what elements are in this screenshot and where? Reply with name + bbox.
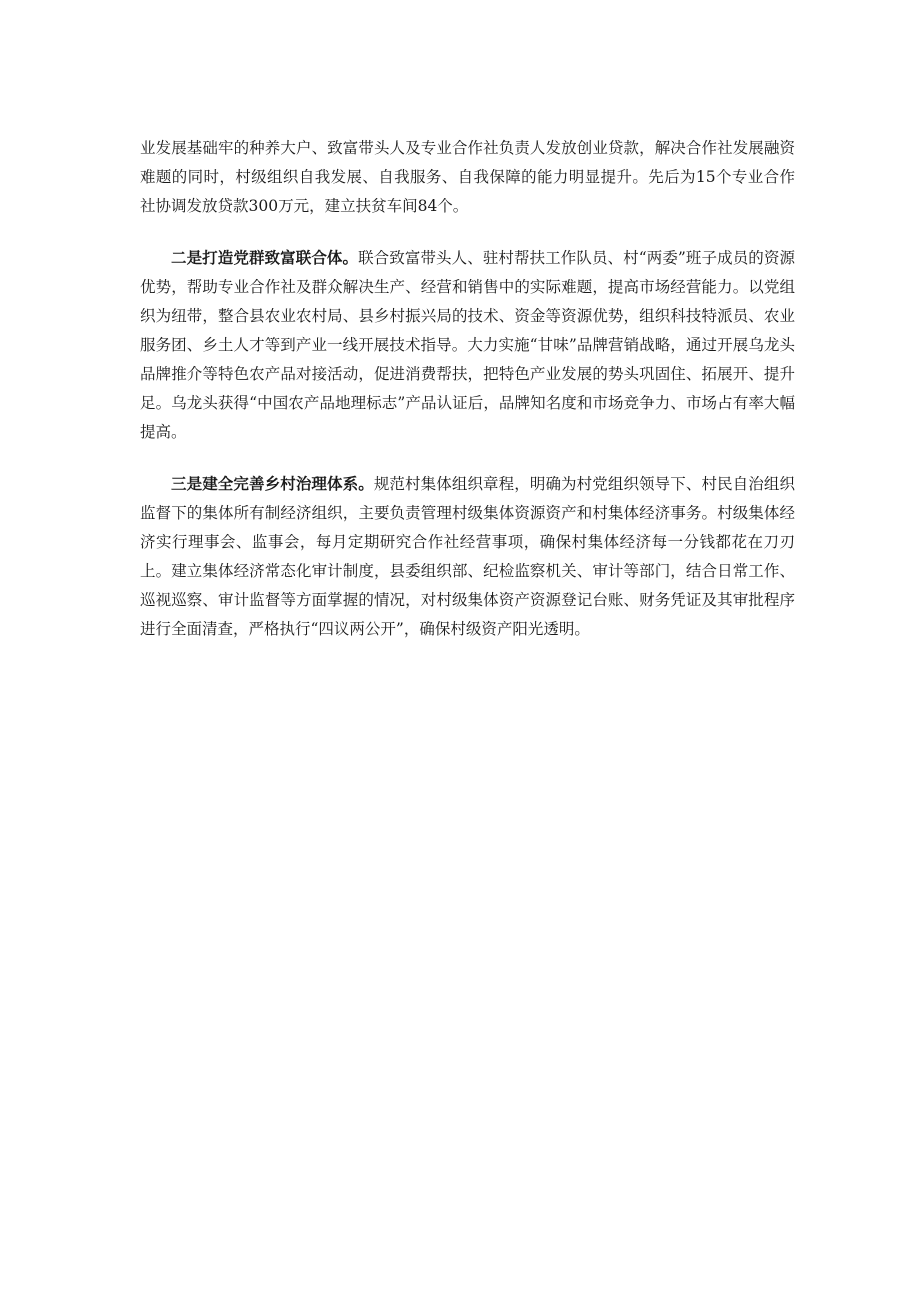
document-body	[140, 134, 795, 666]
paragraph-party-masses	[140, 243, 795, 447]
paragraph-governance	[140, 469, 795, 644]
paragraph-3-heading: 三是建全完善乡村治理体系。	[171, 474, 374, 493]
paragraph-3-text: 规范村集体组织章程，明确为村党组织领导下、村民自治组织监督下的集体所有制经济组织，主要负责管理村级集体资源资产和村集体经济事务。村级集体经济实行理事会、监事会，每月定期研究合作社经营事项，确保村集体经济每一分钱都花在刀刃上。建立集体经济常态化审计制度，县委组织部、纪检监察机关、审计等部门，结合日常工作、巡视巡察、审计监督等方面掌握的情况，对村级集体资产资源登记台账、财务凭证及其审批程序进行全面清查，严格执行“四议两公开”，确保村级资产阳光透明。	[140, 475, 795, 638]
paragraph-2-heading: 二是打造党群致富联合体。	[171, 248, 359, 267]
paragraph-1-text: 业发展基础牢的种养大户、致富带头人及专业合作社负责人发放创业贷款，解决合作社发展融资难题的同时，村级组织自我发展、自我服务、自我保障的能力明显提升。先后为15个专业合作社协调发放贷款300万元，建立扶贫车间84个。	[140, 139, 795, 215]
paragraph-continuation	[140, 134, 795, 221]
paragraph-2-text: 联合致富带头人、驻村帮扶工作队员、村“两委”班子成员的资源优势，帮助专业合作社及群众解决生产、经营和销售中的实际难题，提高市场经营能力。以党组织为纽带，整合县农业农村局、县乡村振兴局的技术、资金等资源优势，组织科技特派员、农业服务团、乡土人才等到产业一线开展技术指导。大力实施“甘味”品牌营销战略，通过开展乌龙头品牌推介等特色农产品对接活动，促进消费帮扶，把特色产业发展的势头巩固住、拓展开、提升足。乌龙头获得“中国农产品地理标志”产品认证后，品牌知名度和市场竞争力、市场占有率大幅提高。	[140, 249, 795, 441]
